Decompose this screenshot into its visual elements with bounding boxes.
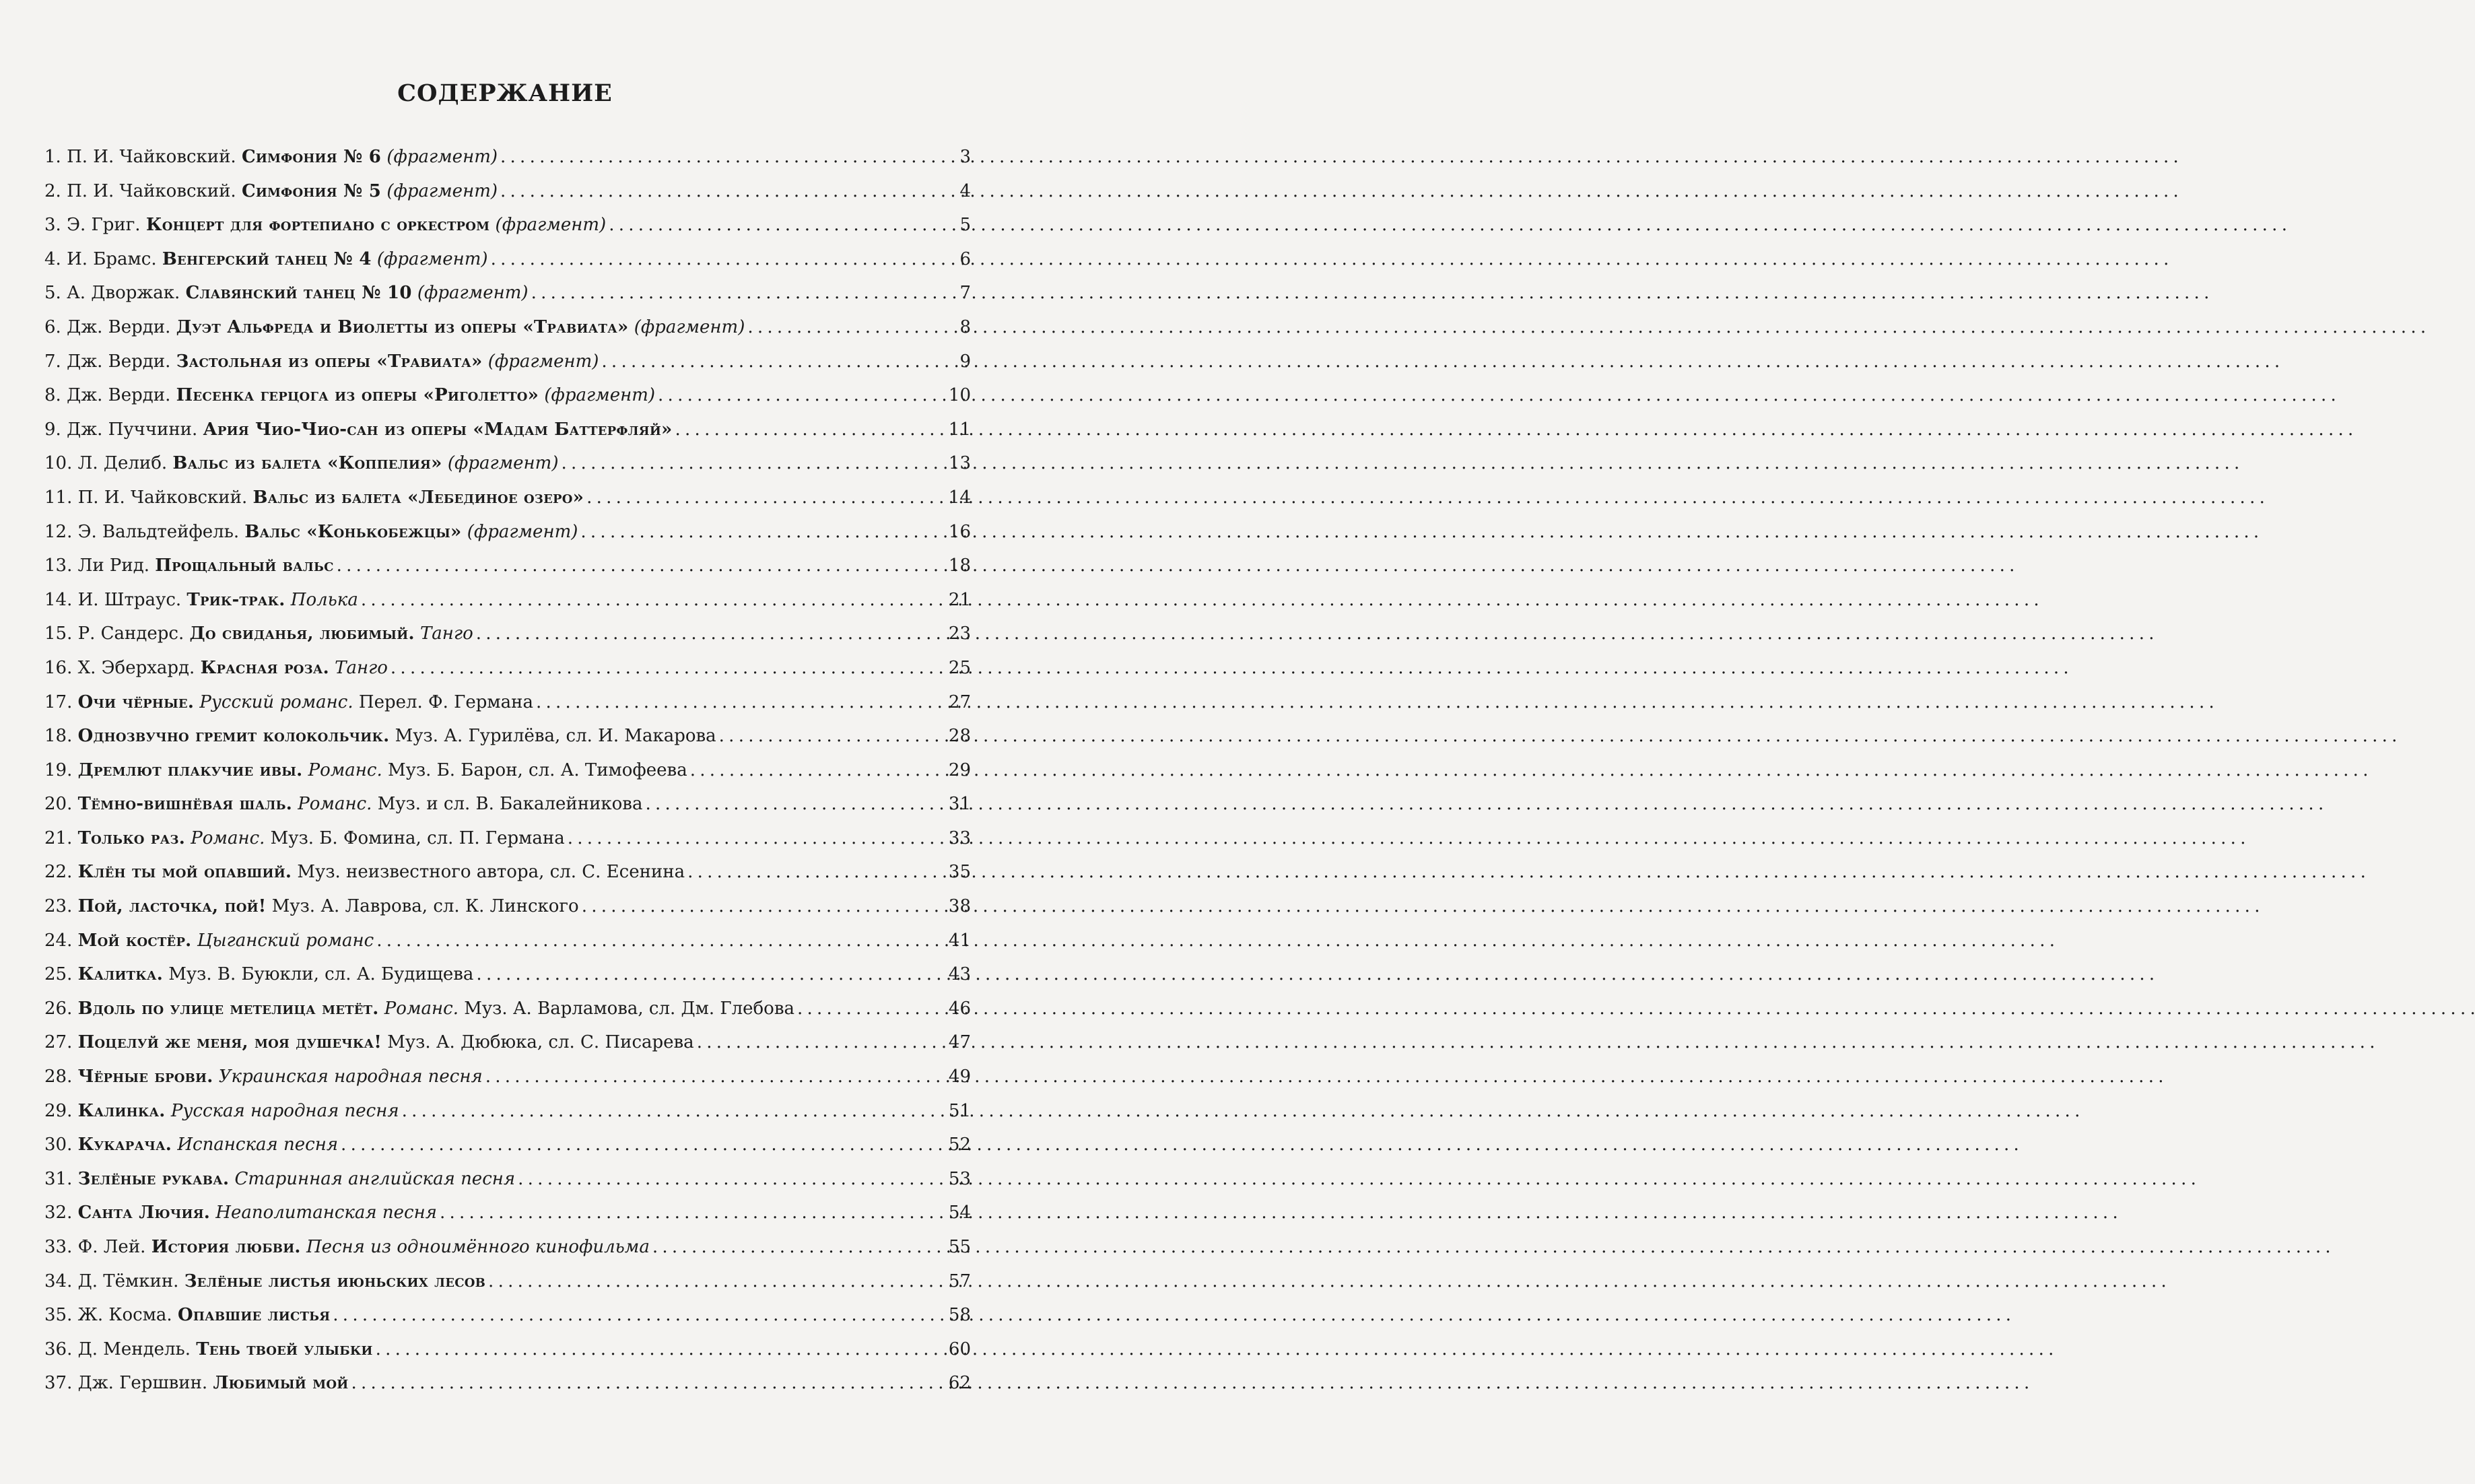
toc-entry-work: Симфония № 5 — [241, 180, 382, 201]
toc-entry-number: 17. — [44, 692, 73, 712]
toc-entry-number: 30. — [44, 1135, 73, 1155]
toc-entry-number: 35. — [44, 1305, 73, 1326]
toc-entry-genre: Старинная английская песня — [234, 1168, 516, 1189]
toc-entry — [44, 1230, 971, 1264]
toc-entry-number: 24. — [44, 930, 73, 951]
toc-entry-author: Э. Григ. — [67, 215, 141, 236]
dot-leader — [476, 957, 945, 991]
toc-entry-number: 26. — [44, 998, 73, 1019]
toc-entry — [44, 1060, 971, 1094]
toc-entry-work: Опавшие листья — [177, 1305, 331, 1326]
toc-entry — [44, 242, 971, 277]
toc-entry — [44, 378, 971, 413]
toc-entry-title — [44, 924, 374, 957]
toc-entry-work: Ария Чио-Чио-сан из оперы «Мадам Баттерфляй» — [203, 419, 673, 440]
toc-entry-work: Вальс из балета «Лебединое озеро» — [252, 487, 584, 508]
toc-entry-page-number: 27 — [948, 692, 971, 712]
toc-entry-number: 13. — [44, 555, 73, 576]
toc-entry — [44, 174, 971, 209]
toc-entry-page-number: 29 — [948, 760, 971, 780]
toc-entry — [44, 821, 971, 856]
toc-entry-page-number: 43 — [948, 964, 971, 985]
toc-entry-genre: (фрагмент) — [634, 316, 745, 337]
dot-leader — [402, 1094, 946, 1128]
toc-entry-page-number: 10 — [948, 385, 971, 406]
toc-entry-page-number: 8 — [959, 316, 971, 337]
dot-leader — [586, 481, 946, 514]
toc-entry-title — [44, 310, 745, 344]
toc-entry-work: Зелёные рукава. — [77, 1168, 230, 1189]
toc-entry-title — [44, 345, 599, 378]
toc-entry-author: Р. Сандерс. — [77, 623, 184, 644]
toc-entry-genre: (фрагмент) — [386, 180, 498, 201]
toc-entry-page-number: 25 — [948, 657, 971, 678]
toc-entry-genre: Романс. — [308, 760, 382, 780]
toc-entry-work: Вальс из балета «Коппелия» — [172, 453, 442, 474]
toc-entry-title — [44, 719, 716, 753]
toc-entry-page-number: 60 — [948, 1339, 971, 1359]
toc-entry-work: Концерт для фортепиано с оркестром — [145, 215, 490, 236]
dot-leader — [500, 140, 957, 174]
toc-entry-number: 22. — [44, 862, 73, 883]
toc-entry — [44, 310, 971, 345]
toc-entry-number: 6. — [44, 316, 61, 337]
toc-entry-genre: Танго — [419, 623, 473, 644]
toc-entry — [44, 889, 971, 924]
dot-leader — [341, 1128, 946, 1161]
toc-entry-genre: (фрагмент) — [417, 283, 529, 304]
toc-entry-author: Ф. Лей. — [77, 1237, 146, 1257]
toc-entry-title — [44, 1094, 399, 1128]
toc-entry-page-number: 11 — [948, 419, 971, 440]
toc-entry-page-number: 53 — [948, 1168, 971, 1189]
toc-entry-number: 25. — [44, 964, 73, 985]
toc-entry-page-number: 51 — [948, 1100, 971, 1121]
toc-entry-work: Трик-трак. — [187, 589, 285, 610]
toc-entry — [44, 1264, 971, 1299]
toc-entry-genre: Романс. — [384, 998, 459, 1019]
dot-leader — [675, 413, 946, 446]
dot-leader — [337, 549, 946, 582]
dot-leader — [376, 924, 946, 957]
toc-entry-number: 33. — [44, 1237, 73, 1257]
toc-entry-credits: Муз. А. Лаврова, сл. К. Линского — [271, 896, 579, 917]
toc-entry-credits: Муз. А. Варламова, сл. Дм. Глебова — [464, 998, 794, 1019]
toc-entry-title — [44, 1230, 650, 1264]
toc-entry — [44, 413, 971, 447]
toc-entry-page-number: 47 — [948, 1032, 971, 1053]
toc-entry — [44, 276, 971, 310]
toc-entry-number: 28. — [44, 1067, 73, 1087]
dot-leader — [561, 446, 945, 480]
toc-entry-work: Симфония № 6 — [241, 147, 382, 167]
dot-leader — [440, 1196, 946, 1229]
toc-entry-credits: Муз. А. Дюбюка, сл. С. Писарева — [387, 1032, 694, 1053]
dot-leader — [582, 889, 946, 923]
toc-entry-number: 12. — [44, 521, 73, 542]
toc-entry — [44, 549, 971, 583]
toc-entry — [44, 1128, 971, 1162]
toc-entry — [44, 651, 971, 685]
toc-entry-number: 21. — [44, 828, 73, 848]
toc-entry — [44, 446, 971, 481]
toc-entry-page-number: 14 — [948, 487, 971, 508]
toc-entry-number: 20. — [44, 794, 73, 815]
toc-entry-page-number: 6 — [959, 248, 971, 269]
toc-entry-number: 3. — [44, 215, 61, 236]
toc-entry-page-number: 4 — [959, 180, 971, 201]
toc-entry-credits: Муз. Б. Фомина, сл. П. Германа — [270, 828, 565, 848]
toc-entry-number: 5. — [44, 283, 61, 304]
toc-entry-title — [44, 957, 473, 991]
toc-entry-genre: Песня из одноимённого кинофильма — [306, 1237, 650, 1257]
toc-entry-author: Ж. Косма. — [77, 1305, 172, 1326]
toc-entry-title — [44, 651, 388, 685]
toc-entry-number: 36. — [44, 1339, 73, 1359]
toc-entry-page-number: 5 — [959, 215, 971, 236]
dot-leader — [797, 992, 946, 1025]
toc-entry-title — [44, 583, 358, 617]
toc-entry — [44, 140, 971, 174]
toc-entry-work: Тень твоей улыбки — [196, 1339, 373, 1359]
toc-entry-author: Д. Тёмкин. — [77, 1271, 179, 1291]
toc-entry-number: 31. — [44, 1168, 73, 1189]
toc-entry-page-number: 3 — [959, 147, 971, 167]
toc-entry-work: Поцелуй же меня, моя душечка! — [77, 1032, 382, 1053]
toc-entry-work: Санта Лючия. — [77, 1203, 211, 1223]
toc-entry-title — [44, 1128, 338, 1161]
dot-leader — [476, 617, 946, 650]
toc-entry-page-number: 23 — [948, 623, 971, 644]
toc-entry — [44, 1025, 971, 1060]
toc-entry-title — [44, 276, 529, 310]
toc-entry-work: Венгерский танец № 4 — [162, 248, 372, 269]
toc-entry-title — [44, 1366, 348, 1400]
toc-entry-page-number: 46 — [948, 998, 971, 1019]
toc-entry-author: И. Штраус. — [77, 589, 182, 610]
toc-entry-title — [44, 992, 794, 1025]
toc-entry-title — [44, 1264, 485, 1298]
toc-entry — [44, 1366, 971, 1401]
toc-entry-title — [44, 174, 498, 208]
toc-entry-page-number: 16 — [948, 521, 971, 542]
toc-entry-number: 32. — [44, 1203, 73, 1223]
toc-entry-page-number: 31 — [948, 794, 971, 815]
toc-entry-number: 4. — [44, 248, 61, 269]
toc-entry-genre: Цыганский романс — [197, 930, 374, 951]
dot-leader — [531, 276, 957, 310]
toc-entry-genre: (фрагмент) — [495, 215, 607, 236]
toc-entry-author: Х. Эберхард. — [77, 657, 195, 678]
toc-entry-author: Э. Вальдтейфель. — [77, 521, 240, 542]
toc-entry-title — [44, 1060, 483, 1093]
toc-entry — [44, 208, 971, 242]
toc-entry-genre: (фрагмент) — [544, 385, 656, 406]
toc-entry-work: Мой костёр. — [77, 930, 192, 951]
toc-entry-work: Калинка. — [77, 1100, 166, 1121]
toc-entry-genre: Неаполитанская песня — [215, 1203, 437, 1223]
toc-entry-number: 23. — [44, 896, 73, 917]
toc-entry-title — [44, 685, 533, 719]
toc-entry-title — [44, 242, 488, 276]
toc-entry — [44, 957, 971, 992]
toc-entry-page-number: 13 — [948, 453, 971, 474]
toc-entry — [44, 1298, 971, 1333]
toc-entry-work: Чёрные брови. — [77, 1067, 213, 1087]
toc-entry — [44, 481, 971, 515]
document-page — [0, 0, 1010, 1484]
toc-entry-title — [44, 1162, 515, 1196]
toc-entry-author: П. И. Чайковский. — [67, 180, 236, 201]
toc-entry — [44, 685, 971, 720]
dot-leader — [485, 1060, 946, 1093]
toc-entry-work: Вальс «Конькобежцы» — [244, 521, 462, 542]
toc-entry-work: Калитка. — [77, 964, 163, 985]
dot-leader — [687, 855, 946, 889]
toc-entry-number: 1. — [44, 147, 61, 167]
toc-entry-genre: (фрагмент) — [487, 351, 599, 372]
toc-entry-number: 27. — [44, 1032, 73, 1053]
toc-entry-genre: (фрагмент) — [447, 453, 559, 474]
page-title: СОДЕРЖАНИЕ — [397, 79, 613, 107]
dot-leader — [518, 1162, 946, 1196]
toc-entry-work: Тёмно-вишнёвая шаль. — [77, 794, 292, 815]
toc-entry — [44, 992, 971, 1026]
toc-entry-number: 14. — [44, 589, 73, 610]
toc-entry-title — [44, 1333, 373, 1366]
toc-entry-genre: Украинская народная песня — [218, 1067, 483, 1087]
toc-entry-author: Д. Мендель. — [77, 1339, 191, 1359]
toc-entry-page-number: 35 — [948, 862, 971, 883]
toc-entry-work: Клён ты мой опавший. — [77, 862, 292, 883]
toc-entry-title — [44, 1025, 694, 1059]
dot-leader — [652, 1230, 946, 1264]
toc-entry-number: 34. — [44, 1271, 73, 1291]
toc-entry-page-number: 57 — [948, 1271, 971, 1291]
dot-leader — [658, 378, 946, 412]
toc-entry-title — [44, 617, 473, 650]
toc-entry-number: 2. — [44, 180, 61, 201]
toc-entry-number: 10. — [44, 453, 73, 474]
table-of-contents — [44, 140, 971, 1401]
toc-entry-credits: Муз. А. Гурилёва, сл. И. Макарова — [395, 726, 716, 747]
toc-entry-work: Красная роза. — [200, 657, 329, 678]
toc-entry-title — [44, 446, 558, 480]
toc-entry-title — [44, 1196, 437, 1229]
dot-leader — [697, 1025, 946, 1059]
toc-entry-author: Ли Рид. — [77, 555, 150, 576]
toc-entry-work: Очи чёрные. — [77, 692, 195, 712]
toc-entry-genre: Романс. — [191, 828, 265, 848]
toc-entry-genre: (фрагмент) — [467, 521, 578, 542]
toc-entry-work: До свиданья, любимый. — [189, 623, 415, 644]
toc-entry-author: Дж. Гершвин. — [77, 1373, 208, 1394]
dot-leader — [536, 685, 946, 719]
toc-entry-page-number: 33 — [948, 828, 971, 848]
toc-entry — [44, 1094, 971, 1128]
toc-entry-number: 16. — [44, 657, 73, 678]
toc-entry-credits: Муз. неизвестного автора, сл. С. Есенина — [297, 862, 685, 883]
toc-entry-author: Дж. Пуччини. — [67, 419, 198, 440]
toc-entry-title — [44, 140, 498, 174]
toc-entry-page-number: 55 — [948, 1237, 971, 1257]
toc-entry-work: История любви. — [151, 1237, 301, 1257]
dot-leader — [580, 515, 946, 549]
toc-entry-page-number: 49 — [948, 1067, 971, 1087]
toc-entry — [44, 753, 971, 788]
toc-entry-work: Славянский танец № 10 — [185, 283, 412, 304]
toc-entry-title — [44, 515, 578, 549]
dot-leader — [376, 1333, 946, 1366]
toc-entry-author: Л. Делиб. — [77, 453, 168, 474]
toc-entry-number: 9. — [44, 419, 61, 440]
dot-leader — [491, 242, 957, 276]
toc-entry-title — [44, 753, 687, 787]
toc-entry — [44, 583, 971, 617]
toc-entry-genre: (фрагмент) — [376, 248, 488, 269]
toc-entry-credits: Перел. Ф. Германа — [358, 692, 533, 712]
toc-entry-work: Песенка герцога из оперы «Риголетто» — [176, 385, 539, 406]
toc-entry-page-number: 38 — [948, 896, 971, 917]
toc-entry — [44, 924, 971, 958]
toc-entry-genre: Полька — [290, 589, 358, 610]
toc-entry-work: Дремлют плакучие ивы. — [77, 760, 303, 780]
dot-leader — [351, 1366, 945, 1400]
toc-entry-page-number: 18 — [948, 555, 971, 576]
toc-entry — [44, 1196, 971, 1230]
dot-leader — [601, 345, 957, 378]
toc-entry-title — [44, 481, 584, 514]
toc-entry-genre: (фрагмент) — [386, 147, 498, 167]
dot-leader — [645, 787, 945, 821]
toc-entry-author: А. Дворжак. — [67, 283, 180, 304]
toc-entry-page-number: 41 — [948, 930, 971, 951]
toc-entry-title — [44, 549, 334, 582]
dot-leader — [690, 753, 946, 787]
toc-entry-page-number: 9 — [959, 351, 971, 372]
toc-entry-genre: Танго — [335, 657, 388, 678]
toc-entry-title — [44, 821, 565, 855]
toc-entry-author: Дж. Верди. — [67, 385, 171, 406]
toc-entry — [44, 787, 971, 821]
toc-entry-page-number: 62 — [948, 1373, 971, 1394]
toc-entry-title — [44, 1298, 330, 1332]
dot-leader — [391, 651, 946, 685]
toc-entry — [44, 1333, 971, 1367]
dot-leader — [500, 174, 957, 208]
toc-entry-number: 15. — [44, 623, 73, 644]
toc-entry-work: Кукарача. — [77, 1135, 172, 1155]
dot-leader — [488, 1264, 946, 1298]
toc-entry-author: П. И. Чайковский. — [77, 487, 248, 508]
toc-entry-work: Пой, ласточка, пой! — [77, 896, 267, 917]
toc-entry-author: И. Брамс. — [67, 248, 157, 269]
toc-entry-author: Дж. Верди. — [67, 316, 171, 337]
toc-entry-work: Прощальный вальс — [155, 555, 334, 576]
toc-entry — [44, 515, 971, 549]
toc-entry-page-number: 28 — [948, 726, 971, 747]
toc-entry-title — [44, 378, 655, 412]
toc-entry-author: П. И. Чайковский. — [67, 147, 236, 167]
dot-leader — [568, 821, 946, 855]
toc-entry-work: Вдоль по улице метелица метёт. — [77, 998, 379, 1019]
dot-leader — [719, 719, 946, 753]
toc-entry-credits: Муз. В. Буюкли, сл. А. Будищева — [168, 964, 474, 985]
toc-entry-title — [44, 208, 606, 242]
toc-entry — [44, 617, 971, 651]
toc-entry-title — [44, 889, 579, 923]
toc-entry-work: Однозвучно гремит колокольчик. — [77, 726, 390, 747]
dot-leader — [609, 208, 957, 242]
toc-entry-page-number: 54 — [948, 1203, 971, 1223]
toc-entry-credits: Муз. и сл. В. Бакалейникова — [377, 794, 643, 815]
toc-entry-page-number: 52 — [948, 1135, 971, 1155]
toc-entry-author: Дж. Верди. — [67, 351, 171, 372]
toc-entry — [44, 719, 971, 753]
toc-entry-page-number: 21 — [948, 589, 971, 610]
dot-leader — [747, 310, 957, 344]
toc-entry-genre: Русский романс. — [199, 692, 353, 712]
toc-entry — [44, 1162, 971, 1196]
toc-entry-genre: Романс. — [298, 794, 372, 815]
toc-entry-page-number: 58 — [948, 1305, 971, 1326]
toc-entry — [44, 345, 971, 379]
toc-entry-work: Застольная из оперы «Травиата» — [176, 351, 483, 372]
toc-entry-work: Зелёные листья июньских лесов — [184, 1271, 486, 1291]
dot-leader — [333, 1298, 946, 1332]
toc-entry-title — [44, 413, 673, 446]
toc-entry-number: 19. — [44, 760, 73, 780]
toc-entry-title — [44, 787, 642, 821]
toc-entry-number: 29. — [44, 1100, 73, 1121]
toc-entry-genre: Испанская песня — [177, 1135, 339, 1155]
toc-entry — [44, 855, 971, 889]
toc-entry-work: Любимый мой — [213, 1373, 349, 1394]
toc-entry-number: 11. — [44, 487, 73, 508]
toc-entry-number: 37. — [44, 1373, 73, 1394]
toc-entry-work: Дуэт Альфреда и Виолетты из оперы «Травиата» — [176, 316, 629, 337]
toc-entry-number: 8. — [44, 385, 61, 406]
toc-entry-work: Только раз. — [77, 828, 185, 848]
dot-leader — [361, 583, 946, 617]
toc-entry-number: 18. — [44, 726, 73, 747]
toc-entry-page-number: 7 — [959, 283, 971, 304]
toc-entry-credits: Муз. Б. Барон, сл. А. Тимофеева — [388, 760, 687, 780]
toc-entry-number: 7. — [44, 351, 61, 372]
toc-entry-title — [44, 855, 685, 889]
toc-entry-genre: Русская народная песня — [170, 1100, 399, 1121]
